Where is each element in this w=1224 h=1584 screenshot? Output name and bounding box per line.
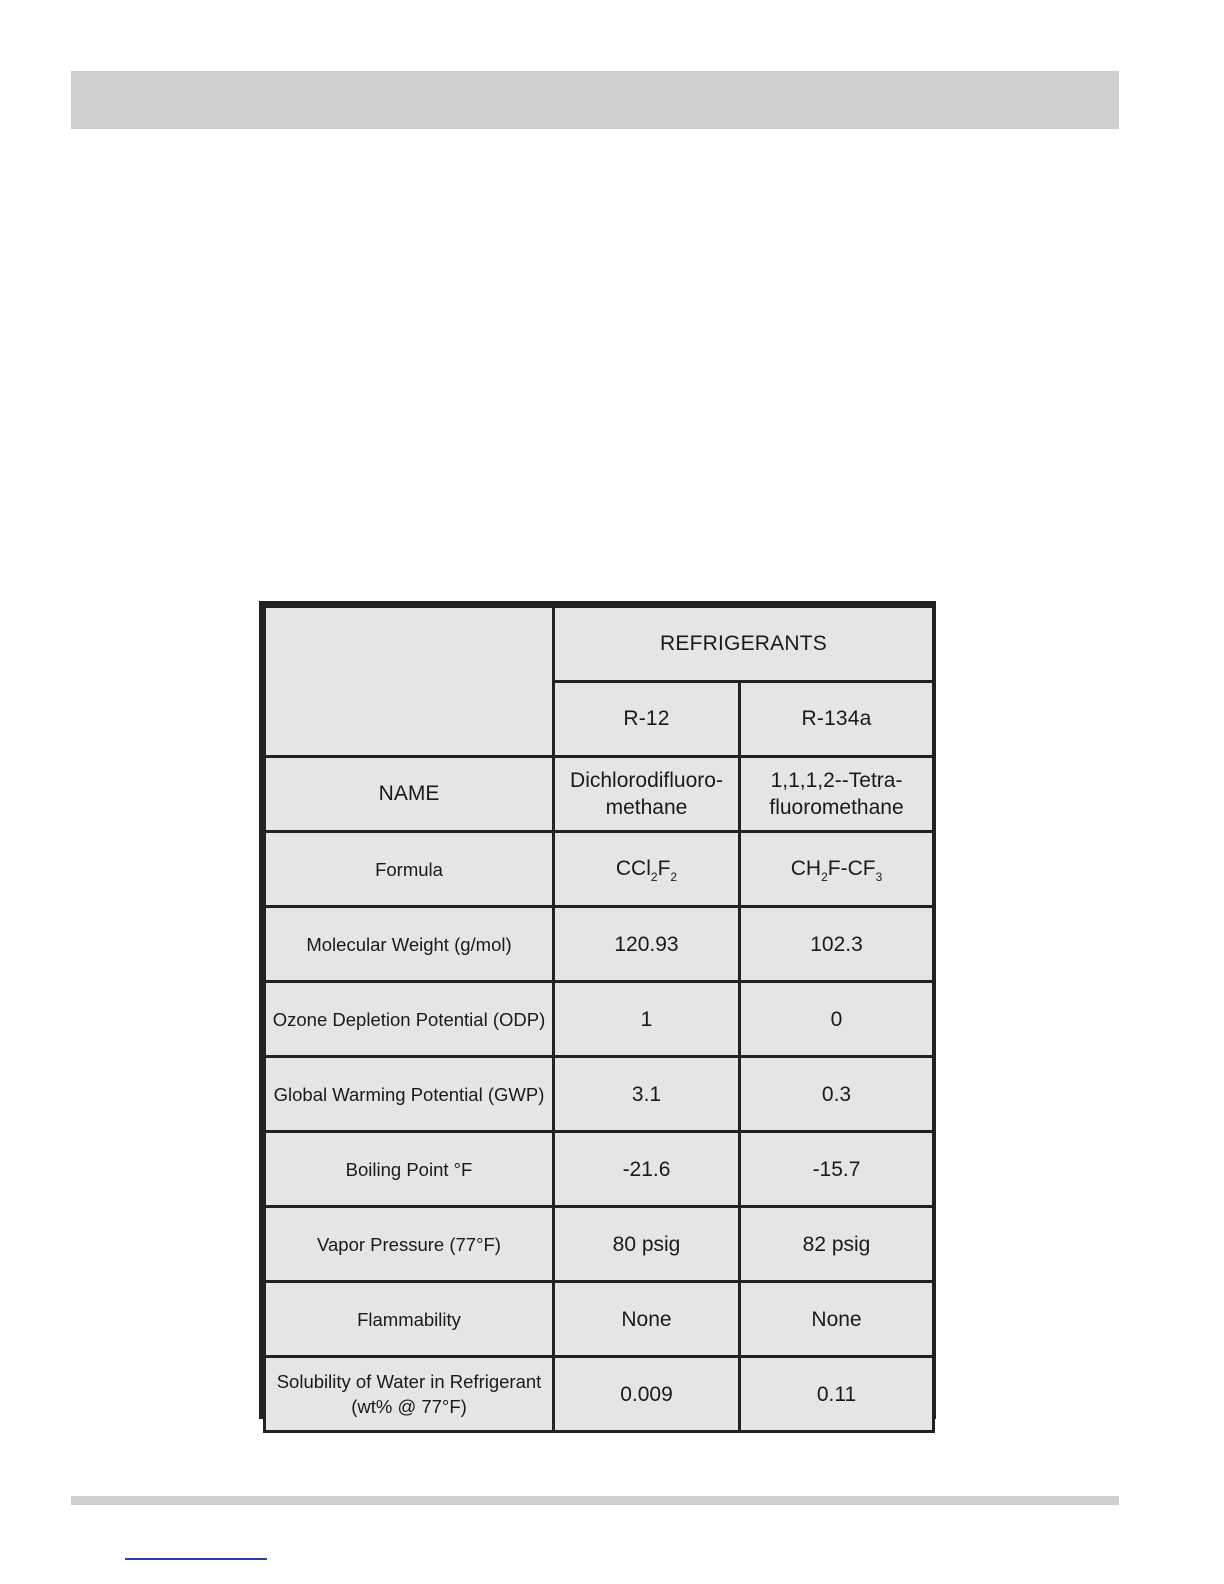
r134a-value-cell (740, 832, 934, 907)
r134a-value: 102.3 (810, 932, 863, 956)
column-header-r134a (740, 682, 934, 757)
page-footer-rule (71, 1496, 1119, 1505)
r134a-value: 1,1,1,2--Tetra- fluoromethane (769, 769, 904, 819)
r134a-value: 0 (830, 1007, 843, 1031)
row-label: Ozone Depletion Potential (ODP) (272, 1008, 546, 1030)
table-row-name (265, 757, 934, 832)
column-header-r134a-label: R-134a (801, 707, 872, 730)
footer-link-underline (125, 1558, 267, 1560)
table-row (265, 1282, 934, 1357)
formula-part: CH (790, 857, 822, 880)
table-row (265, 1057, 934, 1132)
r12-value-cell (554, 907, 740, 982)
row-label: Global Warming Potential (GWP) (273, 1083, 545, 1105)
row-label: Formula (375, 858, 443, 880)
r134a-formula (790, 857, 883, 884)
r12-value: 1 (640, 1007, 653, 1031)
r134a-value-cell (740, 1357, 934, 1432)
table-row (265, 1357, 934, 1432)
r12-value-cell (554, 832, 740, 907)
r12-value-cell (554, 1057, 740, 1132)
formula-part: CCl (615, 857, 651, 880)
formula-subscript: 2 (821, 870, 828, 884)
r134a-value-cell (740, 1207, 934, 1282)
formula-subscript: 2 (650, 870, 658, 884)
row-label: Molecular Weight (g/mol) (306, 933, 512, 955)
r134a-value: 0.3 (821, 1082, 852, 1106)
r134a-value-cell (740, 907, 934, 982)
table-row (265, 1207, 934, 1282)
table-header-row (265, 607, 934, 682)
formula-subscript: 2 (670, 870, 678, 884)
row-label-cell (265, 1282, 554, 1357)
refrigerant-table-grid (263, 605, 935, 1433)
refrigerant-comparison-table (259, 601, 936, 1419)
r134a-value-cell (740, 1057, 934, 1132)
column-header-r12-label: R-12 (623, 707, 670, 730)
table-row (265, 907, 934, 982)
r134a-value-cell (740, 757, 934, 832)
r134a-value: -15.7 (812, 1157, 861, 1181)
row-label: Boiling Point °F (345, 1158, 473, 1180)
row-label: NAME (378, 782, 440, 805)
r12-value-cell (554, 982, 740, 1057)
page-header-band (71, 71, 1119, 129)
row-label-cell (265, 832, 554, 907)
r134a-value: 82 psig (802, 1232, 871, 1256)
r12-value-cell (554, 1207, 740, 1282)
r12-value: 3.1 (631, 1082, 662, 1106)
r12-formula (615, 857, 678, 884)
r12-value-cell (554, 757, 740, 832)
column-header-r12 (554, 682, 740, 757)
row-label: Solubility of Water in Refrigerant (wt% @ 77°F) (276, 1371, 542, 1417)
table-row (265, 982, 934, 1057)
r12-value: 120.93 (614, 932, 679, 956)
row-label-cell (265, 1357, 554, 1432)
r134a-value: 0.11 (816, 1382, 857, 1406)
formula-subscript: 3 (875, 870, 883, 884)
r134a-value-cell (740, 1282, 934, 1357)
row-label-cell (265, 1132, 554, 1207)
row-label-cell (265, 1057, 554, 1132)
r12-value: None (621, 1307, 672, 1331)
r12-value: 0.009 (620, 1382, 673, 1406)
row-label-cell (265, 757, 554, 832)
r12-value-cell (554, 1282, 740, 1357)
table-row (265, 1132, 934, 1207)
row-label-cell (265, 1207, 554, 1282)
table-row-formula (265, 832, 934, 907)
r12-value: 80 psig (612, 1232, 681, 1256)
formula-part: F (657, 857, 671, 880)
formula-part: F-CF (827, 857, 876, 880)
row-label-cell (265, 982, 554, 1057)
r134a-value-cell (740, 982, 934, 1057)
row-label-cell (265, 907, 554, 982)
row-label: Flammability (357, 1308, 461, 1330)
r134a-value: None (811, 1307, 862, 1331)
row-label: Vapor Pressure (77°F) (317, 1233, 501, 1255)
refrigerants-header: REFRIGERANTS (660, 632, 827, 655)
r12-value-cell (554, 1132, 740, 1207)
r12-value: -21.6 (622, 1157, 671, 1181)
r12-value: Dichlorodifluoro- methane (570, 769, 723, 819)
blank-corner-cell (265, 607, 554, 757)
r12-value-cell (554, 1357, 740, 1432)
refrigerants-header-cell (554, 607, 934, 682)
r134a-value-cell (740, 1132, 934, 1207)
